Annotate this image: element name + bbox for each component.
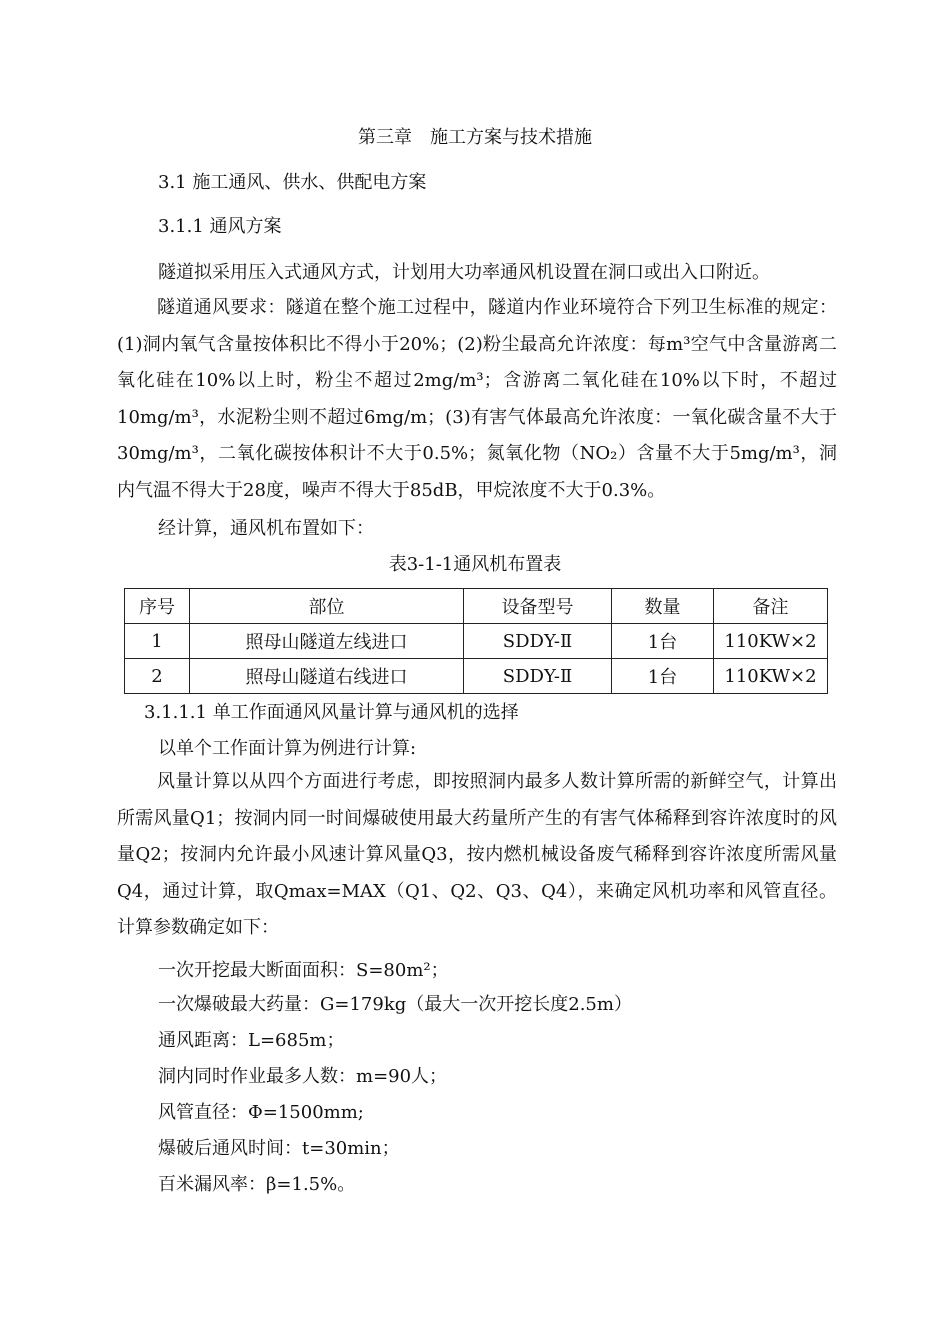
param-max-workers: 洞内同时作业最多人数：m=90人；: [158, 1066, 448, 1087]
paragraph-ventilation-requirements: 隧道通风要求：隧道在整个施工过程中，隧道内作业环境符合下列卫生标准的规定：(1)洞内氧气含量按体积比不得小于20%；(2)粉尘最高允许浓度：每m³空气中含量游离二氧化硅在10%以上时，粉尘不超过2mg/m³；含游离二氧化硅在10%以下时，不超过10mg/m³，水泥粉尘则不超过6mg/m；(3)有害气体最高允许浓度：一氧化碳含量不大于30mg/m³，二氧化碳按体积计不大于0.5%；氮氧化物（NO₂）含量不大于5mg/m³，洞内气温不得大于28度，噪声不得大于85dB，甲烷浓度不大于0.3%。: [117, 297, 837, 501]
table-cell: 110KW×2: [714, 624, 828, 659]
paragraph-calc-result: 经计算，通风机布置如下：: [158, 518, 374, 539]
column-header: 部位: [190, 589, 464, 624]
param-ventilation-time: 爆破后通风时间：t=30min；: [158, 1138, 400, 1159]
table-row: [125, 624, 828, 659]
table-cell: SDDY-Ⅱ: [464, 659, 612, 694]
column-header: 设备型号: [464, 589, 612, 624]
section-heading-3-1-1-1: 3.1.1.1 单工作面通风风量计算与通风机的选择: [144, 702, 519, 723]
table-caption: 表3-1-1通风机布置表: [388, 554, 562, 575]
chapter-title: 第三章 施工方案与技术措施: [358, 127, 592, 148]
column-header: 数量: [612, 589, 714, 624]
column-header: 序号: [125, 589, 190, 624]
paragraph-example: 以单个工作面计算为例进行计算:: [158, 738, 417, 759]
table-cell: SDDY-Ⅱ: [464, 624, 612, 659]
table-cell: 2: [125, 659, 190, 694]
section-heading-3-1-1: 3.1.1 通风方案: [158, 216, 282, 237]
paragraph-airflow-calculation: 风量计算以从四个方面进行考虑，即按照洞内最多人数计算所需的新鲜空气，计算出所需风量Q1；按洞内同一时间爆破使用最大药量所产生的有害气体稀释到容许浓度时的风量Q2；按洞内允许最小风速计算风量Q3，按内燃机械设备废气稀释到容许浓度所需风量Q4，通过计算，取Qmax=MAX（Q1、Q2、Q3、Q4），来确定风机功率和风管直径。计算参数确定如下：: [117, 771, 837, 939]
table-cell: 110KW×2: [714, 659, 828, 694]
fan-layout-table: [124, 588, 828, 694]
table-header-row: [125, 589, 828, 624]
param-leakage-rate: 百米漏风率：β=1.5%。: [158, 1174, 356, 1195]
table-cell: 1台: [612, 624, 714, 659]
paragraph-ventilation-mode: 隧道拟采用压入式通风方式，计划用大功率通风机设置在洞口或出入口附近。: [158, 262, 770, 283]
table-cell: 照母山隧道左线进口: [190, 624, 464, 659]
column-header: 备注: [714, 589, 828, 624]
table-cell: 照母山隧道右线进口: [190, 659, 464, 694]
table-row: [125, 659, 828, 694]
param-duct-diameter: 风管直径：Φ=1500mm;: [158, 1102, 364, 1123]
param-max-charge: 一次爆破最大药量：G=179kg（最大一次开挖长度2.5m）: [158, 994, 632, 1015]
table-cell: 1: [125, 624, 190, 659]
param-section-area: 一次开挖最大断面面积：S=80m²；: [158, 960, 449, 981]
section-heading-3-1: 3.1 施工通风、供水、供配电方案: [158, 172, 427, 193]
param-ventilation-distance: 通风距离：L=685m；: [158, 1030, 345, 1051]
table-cell: 1台: [612, 659, 714, 694]
